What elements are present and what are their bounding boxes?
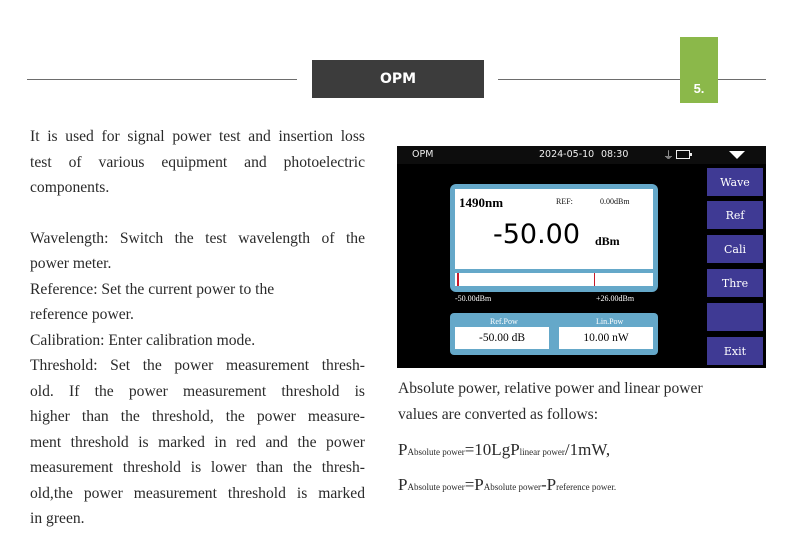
usb-icon: ⏚	[663, 149, 674, 162]
wavelength-line-2: power meter.	[30, 255, 112, 272]
power-value: -50.00	[493, 219, 581, 250]
formula1-sub-absolute: Absolute power	[407, 447, 465, 457]
intro-line-3: components.	[30, 179, 110, 196]
status-bar	[397, 146, 766, 164]
formula1-tail: /1mW,	[564, 440, 611, 459]
softkey-ref[interactable]: Ref	[707, 201, 763, 229]
softkey-thre[interactable]: Thre	[707, 269, 763, 297]
status-time: 08:30	[601, 149, 629, 160]
calibration-line: Calibration: Enter calibration mode.	[30, 331, 256, 349]
softkey-wave[interactable]: Wave	[707, 168, 763, 196]
power-unit: dBm	[595, 234, 620, 248]
formula-relative-power	[398, 475, 616, 495]
formula1-sub-linear: linear power	[519, 447, 565, 457]
reference-line-1: Reference: Set the current power to the	[30, 280, 275, 298]
threshold-line-7: in green.	[30, 510, 85, 527]
wavelength-line-1: Wavelength: Switch the test wavelength of the	[30, 229, 365, 247]
opm-device-screen	[397, 146, 766, 368]
reference-line-2: reference power.	[30, 306, 134, 323]
power-readout-box	[455, 189, 653, 269]
description-text	[30, 124, 365, 532]
softkey-exit[interactable]: Exit	[707, 337, 763, 365]
formula1-eq: =10LgP	[464, 440, 520, 459]
power-readout-panel	[450, 184, 658, 292]
header-rule-right	[498, 79, 766, 80]
formula2-eq: =P	[464, 475, 484, 494]
threshold-line-4: ment threshold is marked in red and the power	[30, 433, 365, 451]
softkey-cali[interactable]: Cali	[707, 235, 763, 263]
range-min-label: -50.00dBm	[455, 294, 492, 303]
formula2-minus: -P	[541, 475, 557, 494]
ref-pow-label: Ref.Pow	[490, 317, 518, 326]
formula-absolute-power	[398, 440, 610, 460]
status-date: 2024-05-10	[539, 149, 595, 160]
intro-line-2: test of various equipment and photoelectric	[30, 153, 365, 171]
formula2-sub-absolute2: Absolute power	[483, 482, 542, 492]
secondary-readout-panel	[450, 313, 658, 355]
threshold-line-2: old. If the power measurement threshold is	[30, 382, 365, 400]
formula2-sub-reference: reference power.	[556, 482, 617, 492]
range-max-label: +26.00dBm	[596, 294, 635, 303]
ref-label: REF:	[556, 197, 573, 206]
ref-pow-value: -50.00 dB	[455, 327, 549, 349]
page-number: 5.	[693, 81, 705, 96]
battery-icon	[676, 150, 690, 159]
threshold-line-3: higher than the threshold, the power measure-	[30, 408, 365, 425]
softkey-blank[interactable]	[707, 303, 763, 331]
formula2-p: P	[398, 475, 408, 494]
current-power-marker	[457, 273, 459, 286]
formula1-p: P	[398, 440, 408, 459]
intro-line-1: It is used for signal power test and insertion loss	[30, 128, 365, 145]
paragraph-gap	[30, 201, 365, 226]
ref-value: 0.00dBm	[600, 197, 630, 206]
lin-pow-label: Lin.Pow	[596, 317, 624, 326]
page-number-tab	[680, 37, 718, 103]
header-rule-left	[27, 79, 297, 80]
power-range-bar	[455, 273, 653, 286]
threshold-line-5: measurement threshold is lower than the thresh-	[30, 459, 365, 476]
conversion-line-1: Absolute power, relative power and linear power	[398, 380, 703, 397]
lin-pow-value: 10.00 nW	[559, 327, 653, 349]
threshold-marker	[594, 273, 595, 286]
wavelength-value: 1490nm	[459, 195, 504, 210]
threshold-line-6: old,the power measurement threshold is marked	[30, 484, 365, 502]
conversion-line-2: values are converted as follows:	[398, 406, 599, 423]
threshold-line-1: Threshold: Set the power measurement thresh-	[30, 357, 365, 374]
mode-label: OPM	[412, 149, 434, 160]
formula2-sub-absolute: Absolute power	[407, 482, 465, 492]
menu-triangle-icon[interactable]	[729, 151, 745, 159]
section-title: OPM	[312, 60, 484, 98]
